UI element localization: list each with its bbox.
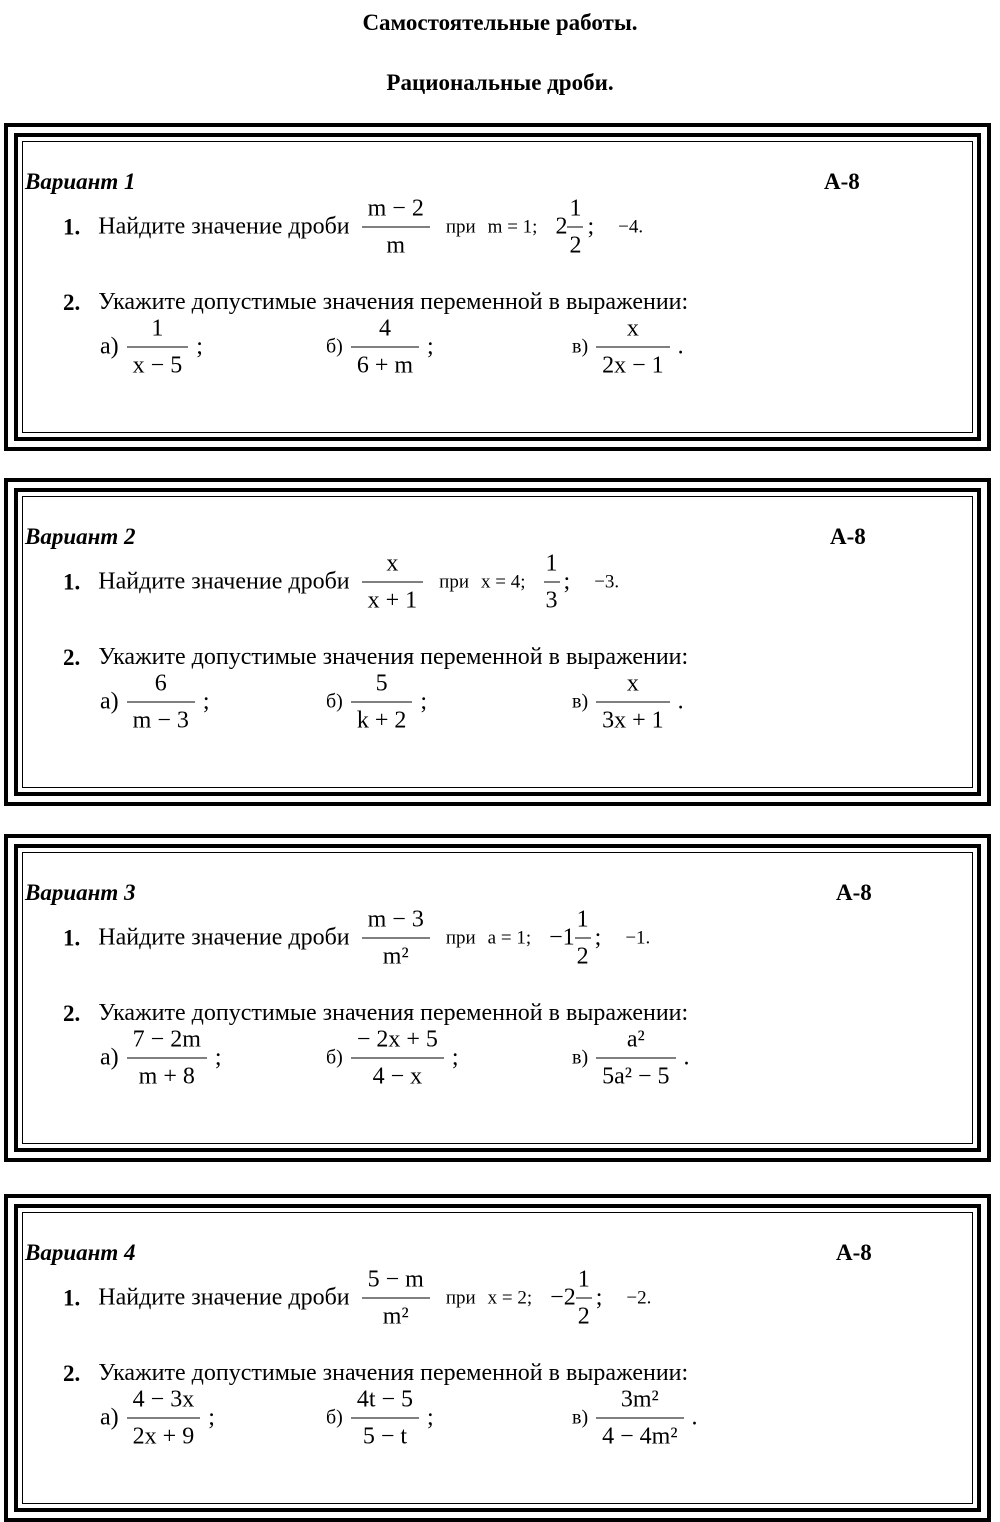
- fraction-bar: [362, 938, 430, 939]
- value-numerator: 1: [545, 550, 558, 577]
- page-title: Самостоятельные работы.: [362, 10, 638, 35]
- value-whole: 1: [562, 924, 575, 951]
- task-1-text: Найдите значение дроби: [98, 568, 350, 595]
- value-separator: ;: [563, 568, 571, 595]
- fraction-numerator: m − 3: [367, 906, 424, 933]
- task-2-text: Укажите допустимые значения переменной в выражении:: [98, 289, 689, 315]
- item-numerator: 4 − 3x: [132, 1386, 195, 1413]
- fraction-numerator: m − 2: [367, 195, 424, 222]
- item-end: ;: [427, 333, 434, 360]
- item-fraction-bar: [596, 347, 670, 348]
- fraction-bar: [362, 582, 424, 583]
- item-fraction-bar: [596, 1418, 683, 1419]
- item-fraction: [351, 314, 419, 381]
- item-fraction-bar: [127, 702, 195, 703]
- item-fraction-bar: [351, 347, 419, 348]
- variant-code: А-8: [836, 880, 872, 905]
- item-denominator: m − 3: [132, 707, 189, 734]
- item-denominator: 5 − t: [362, 1423, 408, 1450]
- task-1: [63, 1265, 651, 1332]
- task-2: [63, 289, 688, 316]
- item-numerator: − 2x + 5: [356, 1026, 438, 1053]
- value-fraction-bar: [575, 938, 591, 939]
- item-fraction: [127, 314, 189, 381]
- task-1-value-3: −1.: [625, 927, 651, 948]
- item-fraction: [596, 1025, 675, 1092]
- task-1-number: 1.: [63, 925, 81, 950]
- task-1-number: 1.: [63, 1285, 81, 1310]
- task-1: [63, 905, 650, 972]
- item-label: б): [326, 1046, 343, 1069]
- value-denominator: 3: [545, 587, 558, 614]
- value-sign: −: [549, 924, 563, 951]
- variant-code: А-8: [836, 1240, 872, 1265]
- variant-code: А-8: [824, 169, 860, 194]
- item-fraction-bar: [351, 1418, 419, 1419]
- task-1-text: Найдите значение дроби: [98, 213, 350, 240]
- value-separator: ;: [594, 924, 602, 951]
- task-2-text: Укажите допустимые значения переменной в выражении:: [98, 644, 689, 670]
- item-fraction: [596, 1385, 683, 1452]
- task-1: [63, 549, 619, 616]
- item-label: в): [572, 690, 589, 713]
- task-1-at: при: [445, 216, 476, 237]
- item-label: а): [100, 688, 119, 715]
- page-subtitle: Рациональные дроби.: [386, 70, 614, 95]
- variant-code: А-8: [830, 524, 866, 549]
- task-2: [63, 644, 688, 671]
- item-fraction: [351, 1025, 444, 1092]
- value-numerator: 1: [569, 195, 582, 222]
- task-2-item-c: [572, 314, 684, 381]
- item-fraction: [127, 1025, 207, 1092]
- task-1-fraction: [362, 1265, 430, 1332]
- variant-card: [4, 1194, 991, 1522]
- variant-title: Вариант 3: [25, 880, 136, 905]
- task-2-item-b: [326, 1025, 459, 1092]
- item-numerator: x: [626, 315, 639, 342]
- item-numerator: 7 − 2m: [132, 1026, 201, 1053]
- task-2-item-a: [100, 1385, 215, 1452]
- fraction-denominator: m²: [382, 1303, 409, 1330]
- item-denominator: x − 5: [132, 352, 183, 379]
- task-1-fraction: [362, 549, 424, 616]
- value-fraction-bar: [576, 1298, 592, 1299]
- item-numerator: 4: [378, 315, 391, 342]
- item-fraction: [596, 669, 670, 736]
- item-fraction-bar: [351, 702, 413, 703]
- item-numerator: x: [626, 670, 639, 697]
- value-denominator: 2: [577, 1303, 590, 1330]
- item-fraction: [351, 1385, 419, 1452]
- task-1-fraction: [362, 905, 430, 972]
- item-end: ;: [208, 1404, 215, 1431]
- item-label: а): [100, 1044, 119, 1071]
- variant-title: Вариант 2: [25, 524, 136, 549]
- item-denominator: k + 2: [356, 707, 407, 734]
- item-denominator: 5a² − 5: [602, 1063, 670, 1090]
- task-2-number: 2.: [63, 644, 81, 670]
- item-fraction: [596, 314, 670, 381]
- item-end: .: [691, 1404, 698, 1431]
- item-denominator: m + 8: [138, 1063, 195, 1090]
- variant-title: Вариант 4: [25, 1240, 136, 1265]
- item-denominator: 2x + 9: [132, 1423, 195, 1450]
- value-fraction: [544, 549, 560, 616]
- value-fraction: [567, 194, 583, 261]
- task-1-value-2: [549, 905, 601, 972]
- value-separator: ;: [587, 213, 595, 240]
- task-1-number: 1.: [63, 569, 81, 594]
- item-numerator: 5: [375, 670, 388, 697]
- item-denominator: 3x + 1: [602, 707, 664, 734]
- task-2-item-c: [572, 1385, 698, 1452]
- value-numerator: 1: [577, 1266, 590, 1293]
- card-frame-inner: [22, 1212, 973, 1504]
- item-denominator: 4 − x: [372, 1063, 423, 1090]
- task-1-at: при: [439, 571, 470, 592]
- task-2-item-a: [100, 1025, 222, 1092]
- fraction-denominator: m: [386, 232, 406, 259]
- task-1-condition: m = 1;: [487, 216, 538, 237]
- item-numerator: 4t − 5: [356, 1386, 414, 1413]
- task-2-item-a: [100, 669, 210, 736]
- item-numerator: 6: [154, 670, 167, 697]
- value-denominator: 2: [569, 232, 582, 259]
- item-fraction-bar: [596, 1058, 675, 1059]
- item-fraction-bar: [127, 1058, 207, 1059]
- item-end: ;: [451, 1044, 459, 1071]
- value-fraction: [576, 1265, 592, 1332]
- item-end: ;: [196, 333, 203, 360]
- card-frame-inner: [22, 852, 973, 1144]
- item-end: ;: [420, 688, 428, 715]
- task-2-text: Укажите допустимые значения переменной в выражении:: [98, 1360, 689, 1386]
- task-1-condition: x = 2;: [487, 1287, 533, 1308]
- task-1-condition: a = 1;: [487, 927, 532, 948]
- task-1-value-2: [544, 549, 571, 616]
- fraction-numerator: x: [386, 550, 399, 577]
- task-2-item-b: [326, 314, 434, 381]
- task-1-value-2: [550, 1265, 602, 1332]
- item-label: а): [100, 1404, 119, 1431]
- value-whole: 2: [555, 213, 568, 240]
- item-label: в): [572, 335, 589, 358]
- fraction-denominator: m²: [382, 943, 409, 970]
- task-1-at: при: [445, 927, 476, 948]
- item-end: ;: [427, 1404, 434, 1431]
- item-label: б): [326, 335, 343, 358]
- item-label: а): [100, 333, 119, 360]
- value-fraction-bar: [544, 582, 560, 583]
- item-label: в): [572, 1046, 589, 1069]
- task-1-number: 1.: [63, 214, 81, 239]
- value-denominator: 2: [576, 943, 589, 970]
- task-2-item-c: [572, 669, 684, 736]
- value-whole: 2: [563, 1284, 576, 1311]
- fraction-bar: [362, 227, 430, 228]
- task-2-item-a: [100, 314, 203, 381]
- fraction-denominator: x + 1: [367, 587, 418, 614]
- task-1-value-3: −2.: [626, 1287, 652, 1308]
- value-numerator: 1: [576, 906, 589, 933]
- item-fraction: [351, 669, 413, 736]
- item-fraction-bar: [596, 702, 670, 703]
- item-label: б): [326, 1406, 343, 1429]
- item-numerator: a²: [626, 1026, 645, 1053]
- item-fraction: [127, 1385, 201, 1452]
- item-fraction-bar: [127, 347, 189, 348]
- fraction-numerator: 5 − m: [367, 1266, 424, 1293]
- task-2-item-b: [326, 1385, 434, 1452]
- item-denominator: 4 − 4m²: [602, 1423, 678, 1450]
- item-end: ;: [202, 688, 210, 715]
- item-numerator: 3m²: [620, 1386, 659, 1413]
- variant-card: [4, 834, 991, 1162]
- item-fraction-bar: [127, 1418, 201, 1419]
- task-2-number: 2.: [63, 1000, 81, 1026]
- item-fraction-bar: [351, 1058, 444, 1059]
- task-2-item-c: [572, 1025, 690, 1092]
- task-1-text: Найдите значение дроби: [98, 924, 350, 951]
- task-1-condition: x = 4;: [481, 571, 526, 592]
- value-fraction: [575, 905, 591, 972]
- item-end: .: [677, 688, 684, 715]
- task-1: [63, 194, 643, 261]
- item-fraction: [127, 669, 195, 736]
- variant-card: [4, 123, 991, 451]
- task-1-at: при: [445, 1287, 476, 1308]
- value-sign: −: [550, 1284, 564, 1311]
- task-2-number: 2.: [63, 1360, 81, 1386]
- value-separator: ;: [595, 1284, 603, 1311]
- item-label: в): [572, 1406, 589, 1429]
- item-denominator: 6 + m: [356, 352, 414, 379]
- task-2: [63, 1000, 688, 1027]
- task-1-value-2: [555, 194, 594, 261]
- value-fraction-bar: [567, 227, 583, 228]
- variant-card: [4, 478, 991, 806]
- item-numerator: 1: [151, 315, 164, 342]
- task-1-value-3: −3.: [594, 571, 620, 592]
- item-end: .: [683, 1044, 690, 1071]
- task-2: [63, 1360, 688, 1387]
- task-1-text: Найдите значение дроби: [98, 1284, 350, 1311]
- item-end: .: [677, 333, 684, 360]
- task-2-item-b: [326, 669, 427, 736]
- fraction-bar: [362, 1298, 430, 1299]
- item-denominator: 2x − 1: [602, 352, 664, 379]
- item-end: ;: [214, 1044, 222, 1071]
- task-1-fraction: [362, 194, 430, 261]
- task-2-text: Укажите допустимые значения переменной в выражении:: [98, 1000, 689, 1026]
- task-2-number: 2.: [63, 289, 81, 315]
- variant-title: Вариант 1: [25, 169, 136, 194]
- task-1-value-3: −4.: [618, 216, 644, 237]
- item-label: б): [326, 690, 343, 713]
